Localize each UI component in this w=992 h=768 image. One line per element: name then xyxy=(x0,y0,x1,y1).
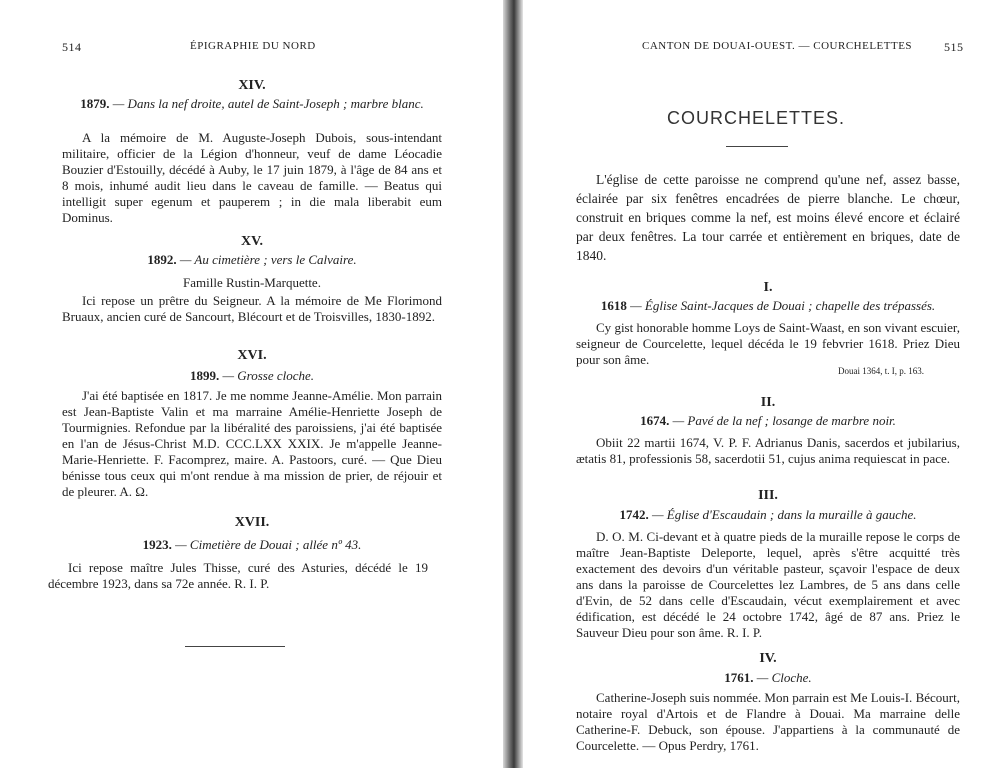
section-header xyxy=(62,252,442,267)
running-head-left: ÉPIGRAPHIE DU NORD xyxy=(190,40,316,52)
end-rule xyxy=(185,646,285,647)
section-header-text: — Église d'Escaudain ; dans la muraille à gauche. xyxy=(651,507,917,522)
section-year: 1899. xyxy=(189,368,220,383)
inscription-text: Obiit 22 martii 1674, V. P. F. Adrianus Danis, sacerdos et jubilarius, ætatis 81, professionis 58, sacerdotii 51, cujus anima requiescat in pace. xyxy=(576,435,960,466)
right-page xyxy=(520,0,992,768)
section-year: 1674. xyxy=(640,413,670,428)
section-numeral: I. xyxy=(763,280,773,295)
section-header xyxy=(576,507,960,522)
section-numeral: XVII. xyxy=(234,515,270,530)
section-header-text: — Pavé de la nef ; losange de marbre noir. xyxy=(672,413,896,428)
citation-note: Douai 1364, t. I, p. 163. xyxy=(838,366,924,376)
section-year: 1892. xyxy=(147,252,177,267)
section-header-text: — Église Saint-Jacques de Douai ; chapelle des trépassés. xyxy=(630,298,936,313)
section-numeral: II. xyxy=(760,395,776,410)
section-header-text: — Cloche. xyxy=(756,670,812,685)
section-year: 1879. xyxy=(80,96,110,111)
inscription-text: A la mémoire de M. Auguste-Joseph Dubois, sous-intendant militaire, officier de la Légion d'honneur, veuf de dame Léocadie Bouzier d'Estouilly, décédé à Auby, le 17 juin 1879, à l'âge de 84 ans et 8 mois, inhumé audit lieu dans le caveau de famille. — Beatus qui intelligit super egenum et pauperem ; in die mala liberabit eum Dominus. xyxy=(62,130,442,225)
inscription-text: Ici repose un prêtre du Seigneur. A la mémoire de Me Florimond Bruaux, ancien curé de Sancourt, Blécourt et de Troisvilles, 1830-1892. xyxy=(62,293,442,324)
section-numeral: XVI. xyxy=(237,348,267,363)
section-header xyxy=(62,368,442,383)
section-header xyxy=(62,96,442,111)
section-numeral: IV. xyxy=(759,651,777,666)
section-numeral: XIV. xyxy=(238,78,266,93)
section-year: 1742. xyxy=(619,507,649,522)
section-header xyxy=(576,670,960,685)
inscription-text: Cy gist honorable homme Loys de Saint-Waast, en son vivant escuier, seigneur de Courcelette, lequel décéda le 19 febvrier 1618. Priez Dieu pour son âme. xyxy=(576,320,960,367)
inscription-text: Ici repose maître Jules Thisse, curé des Asturies, décédé le 19 décembre 1923, dans sa 72e année. R. I. P. xyxy=(48,560,428,591)
section-year: 1923. xyxy=(142,537,172,552)
title-rule xyxy=(726,146,788,147)
section-header xyxy=(576,413,960,428)
section-header xyxy=(576,298,960,313)
section-header-text: — Dans la nef droite, autel de Saint-Joseph ; marbre blanc. xyxy=(112,96,424,111)
section-numeral: III. xyxy=(758,488,778,503)
running-head-right: CANTON DE DOUAI-OUEST. — COURCHELETTES xyxy=(642,40,913,52)
page-number-right: 515 xyxy=(944,40,964,54)
section-year: 1618 xyxy=(600,298,627,313)
famille-line: Famille Rustin-Marquette. xyxy=(183,275,321,290)
inscription-text: D. O. M. Ci-devant et à quatre pieds de la muraille repose le corps de maître Jean-Baptiste Deleporte, lequel, après s'être acquitté très exactement des devoirs d'un véritable pasteur, sçavoir l'espace de deux ans dans la paroisse de Courcelettes lez Lambres, de 5 ans dans celle d'Evin, de 52 dans celle d'Escaudain, vécut exemplairement et avec édification, est décédé le 24 octobre 1742, âgé de 87 ans. Priez le Sauveur Dieu pour son âme. R. I. P. xyxy=(576,529,960,640)
page-title: COURCHELETTES. xyxy=(666,108,846,128)
section-numeral: XV. xyxy=(241,234,263,249)
section-year: 1761. xyxy=(724,670,754,685)
section-header-text: — Grosse cloche. xyxy=(222,368,315,383)
section-header-text: — Au cimetière ; vers le Calvaire. xyxy=(179,252,357,267)
intro-paragraph: L'église de cette paroisse ne comprend qu'une nef, assez basse, éclairée par six fenêtres encadrées de pierre blanche. Le chœur, construit en briques comme la nef, est moins élevé encore et éclairé par deux fenêtres. La tour carrée et entièrement en briques, date de 1840. xyxy=(576,172,960,263)
section-header xyxy=(62,537,442,552)
inscription-text: J'ai été baptisée en 1817. Je me nomme Jeanne-Amélie. Mon parrain est Jean-Baptiste Valin et ma marraine Amélie-Henriette Joseph de Tourmignies. Refondue par la libéralité des paroissiens, j'ai été baptisée en l'an de Jésus-Christ M.D. CCC.LXX XXIX. Je m'appelle Jeanne-Marie-Henriette. F. Facomprez, maire. A. Pastoors, curé. — Que Dieu bénisse tous ceux qui m'ont rendue à ma mission de prier, de réjouir et de pleurer. A. Ω. xyxy=(62,388,442,499)
inscription-text: Catherine-Joseph suis nommée. Mon parrain est Me Louis-I. Bécourt, notaire royal d'Artois et de Flandre à Douai. Ma marraine delle Catherine-F. Debuck, son épouse. J'appartiens à la communauté de Courcelette. — Opus Perdry, 1761. xyxy=(576,690,960,753)
page-number-left: 514 xyxy=(62,40,82,54)
section-header-text: — Cimetière de Douai ; allée nº 43. xyxy=(175,537,362,552)
